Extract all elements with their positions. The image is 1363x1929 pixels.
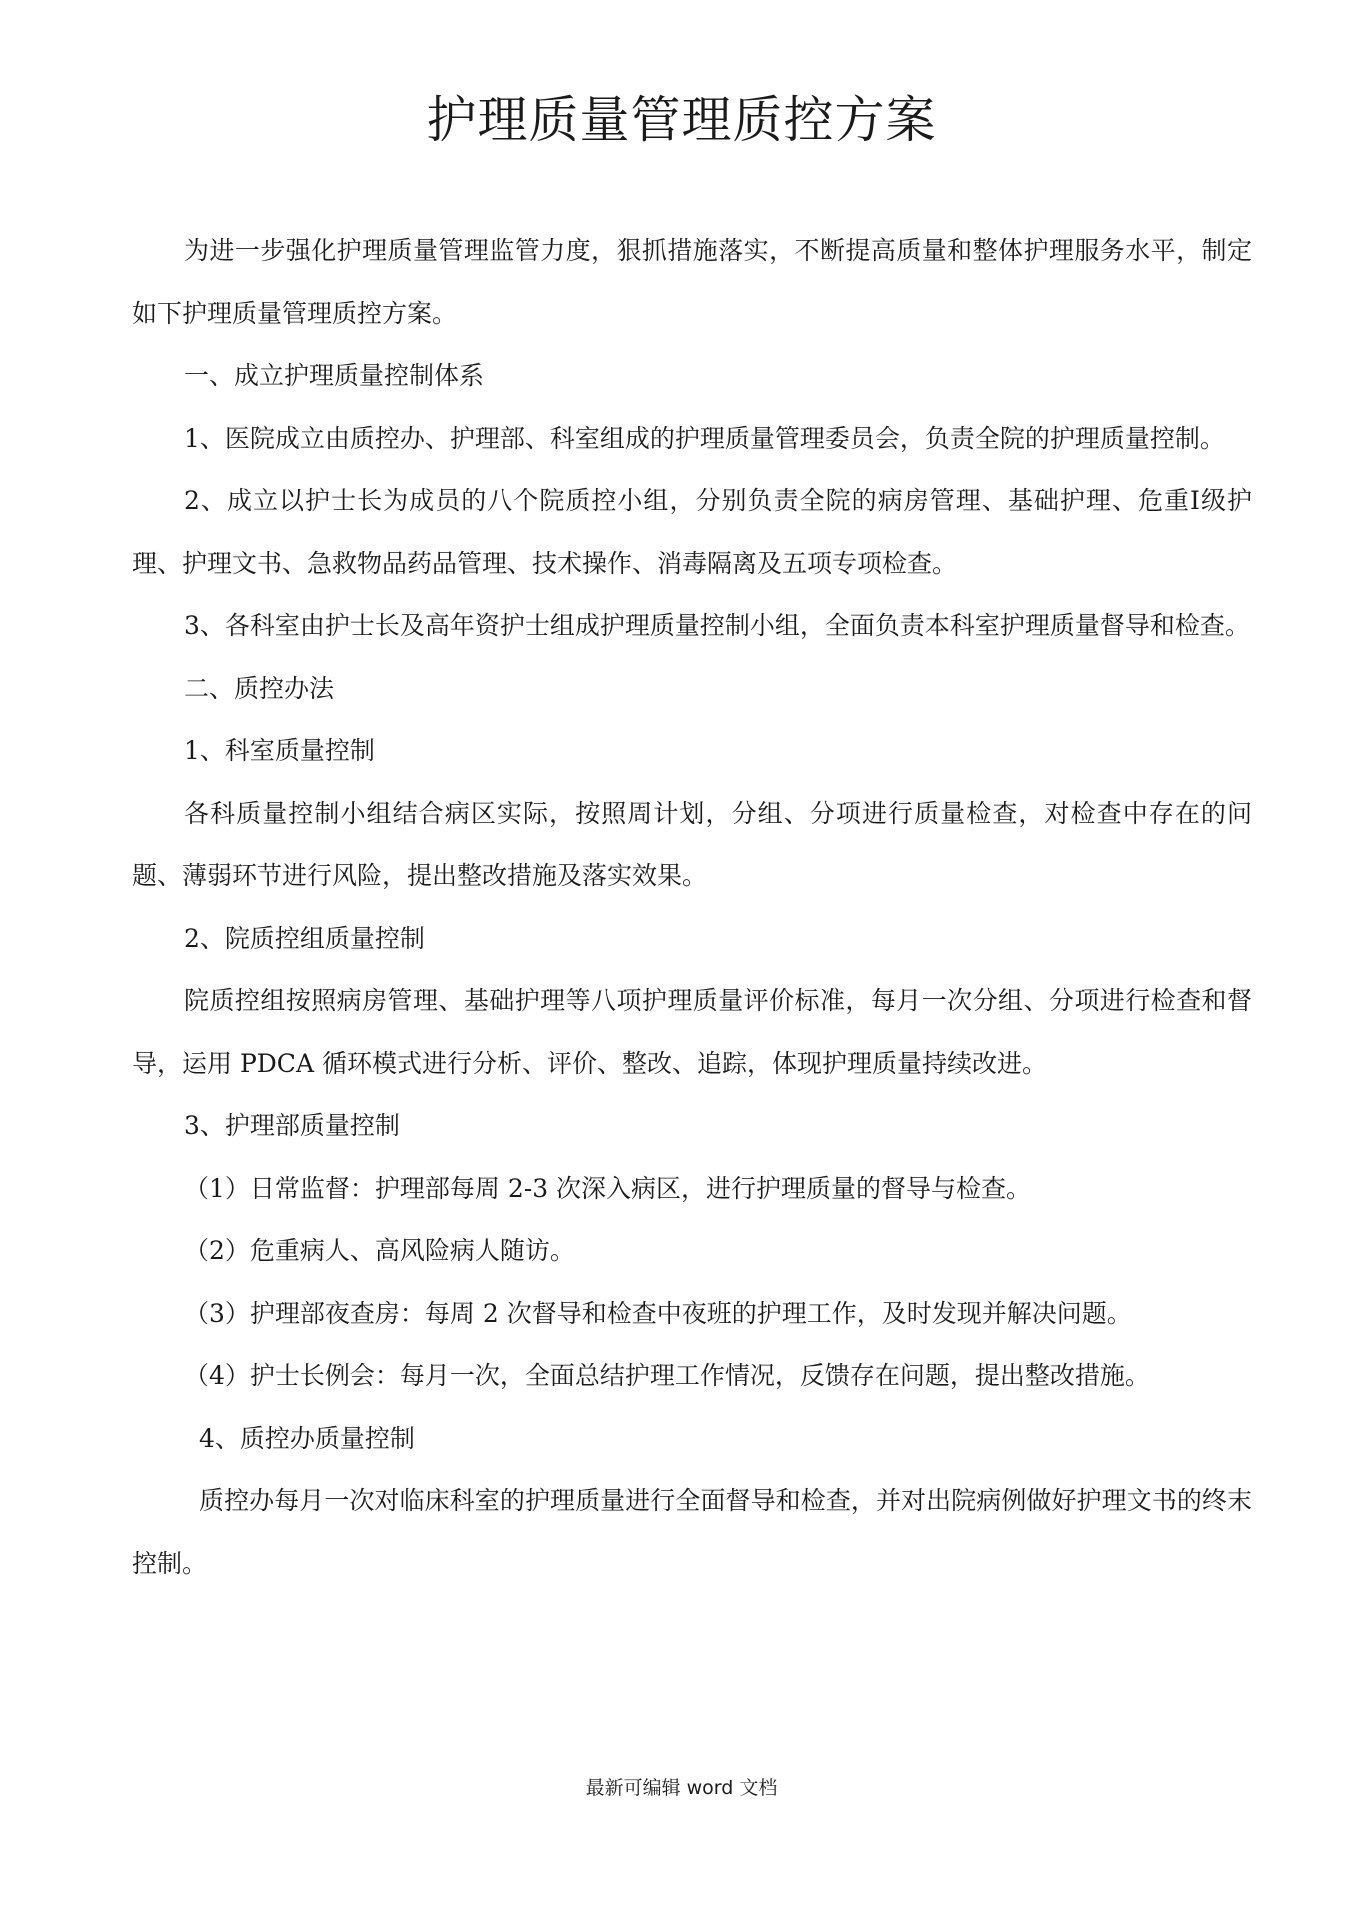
section2-sub3-item-4: （4）护士长例会：每月一次，全面总结护理工作情况，反馈存在问题，提出整改措施。 — [184, 1361, 1150, 1390]
section1-item-2: 2、成立以护士长为成员的八个院质控小组，分别负责全院的病房管理、基础护理、危重Ⅰ级护理、护理文书、急救物品药品管理、技术操作、消毒隔离及五项专项检查。 — [132, 486, 1252, 578]
document-title: 护理质量管理质控方案 — [426, 91, 937, 149]
section2-sub3-item-3: （3）护理部夜查房：每周 2 次督导和检查中夜班的护理工作，及时发现并解决问题。 — [184, 1298, 1132, 1328]
section2-sub1-heading: 1、科室质量控制 — [184, 736, 375, 765]
section2-sub2-heading: 2、院质控组质量控制 — [184, 923, 425, 953]
intro-paragraph: 为进一步强化护理质量管理监管力度，狠抓措施落实，不断提高质量和整体护理服务水平，制定如下护理质量管理质控方案。 — [132, 236, 1252, 328]
section2-heading: 二、质控办法 — [184, 673, 335, 703]
section2-sub2-text: 院质控组按照病房管理、基础护理等八项护理质量评价标准，每月一次分组、分项进行检查和督导，运用 PDCA 循环模式进行分析、评价、整改、追踪，体现护理质量持续改进。 — [132, 986, 1252, 1078]
section2-sub3-item-1: （1）日常监督：护理部每周 2-3 次深入病区，进行护理质量的督导与检查。 — [184, 1173, 1032, 1203]
section2-sub3-item-2: （2）危重病人、高风险病人随访。 — [184, 1236, 575, 1265]
section2-sub4-text: 质控办每月一次对临床科室的护理质量进行全面督导和检查，并对出院病例做好护理文书的终末控制。 — [132, 1486, 1252, 1578]
section1-item-3: 3、各科室由护士长及高年资护士组成护理质量控制小组，全面负责本科室护理质量督导和检查。 — [184, 611, 1250, 640]
document-body — [132, 220, 1252, 1595]
section1-heading: 一、成立护理质量控制体系 — [184, 361, 485, 390]
page-footer: 最新可编辑 word 文档 — [585, 1777, 778, 1799]
section2-sub3-heading: 3、护理部质量控制 — [184, 1111, 400, 1140]
section2-sub1-text: 各科质量控制小组结合病区实际，按照周计划，分组、分项进行质量检查，对检查中存在的问题、薄弱环节进行风险，提出整改措施及落实效果。 — [132, 798, 1252, 890]
section2-sub4-heading: 4、质控办质量控制 — [199, 1423, 415, 1453]
section1-item-1: 1、医院成立由质控办、护理部、科室组成的护理质量管理委员会，负责全院的护理质量控制。 — [184, 423, 1225, 453]
